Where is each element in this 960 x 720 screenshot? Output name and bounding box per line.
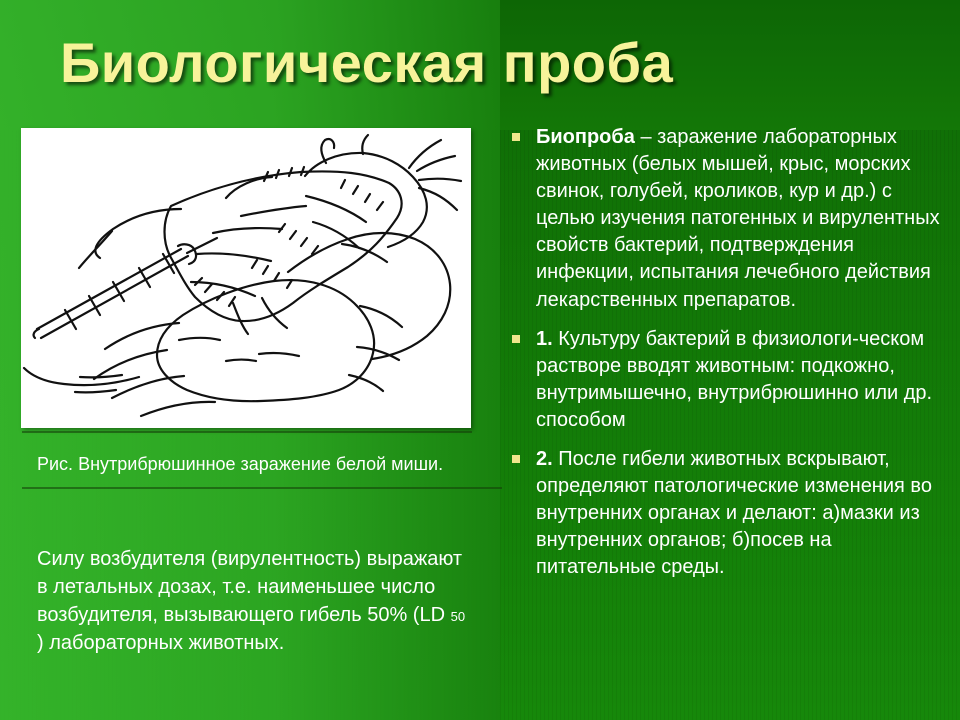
caption-divider-bottom (22, 487, 502, 489)
virulence-tail-text: лабораторных животных. (49, 632, 285, 654)
mouse-injection-illustration (21, 128, 471, 428)
bullet-lead-culture: 1. (536, 327, 553, 350)
bullet-text-culture: Культуру бактерий в физиологи-ческом растворе вводят животным: подкожно, внутримышечно, внутрибрюшинно или др. способом (536, 327, 933, 431)
square-bullet-icon (512, 455, 520, 463)
bullet-list (512, 124, 942, 594)
ld50-subscript: 50 (450, 609, 466, 624)
virulence-text (37, 545, 477, 657)
virulence-main-text: Силу возбудителя (вирулентность) выражают в летальных дозах, т.е. наименьшее число возбудителя, вызывающего гибель 50% (LD (37, 548, 463, 626)
bullet-lead-autopsy: 2. (536, 448, 553, 471)
virulence-close-paren: ) (37, 632, 44, 654)
bullet-lead-biosample: Биопроба (536, 126, 635, 148)
caption-divider-top (22, 431, 472, 433)
bullet-item-biosample (512, 124, 942, 314)
slide-title: Биологическая проба (60, 31, 674, 94)
figure-caption: Рис. Внутрибрюшинное заражение белой миши. (37, 454, 444, 474)
square-bullet-icon (512, 133, 520, 141)
bullet-text-biosample: – заражение лабораторных животных (белых мышей, крыс, морских свинок, голубей, кроликов, кур и др.) с целью изучения патогенных и вирулентных свойств бактерий, подтверждения инфекции, испытания лечебного действия лекарственных препаратов. (536, 126, 940, 311)
bullet-item-culture (512, 326, 942, 434)
square-bullet-icon (512, 335, 520, 343)
mouse-injection-drawing (21, 128, 471, 428)
bullet-text-autopsy: После гибели животных вскрывают, определяют патологические изменения во внутренних органах и делают: а)мазки из внутренних органов; б)посев на питательные среды. (536, 448, 932, 579)
bullet-item-autopsy (512, 446, 942, 581)
